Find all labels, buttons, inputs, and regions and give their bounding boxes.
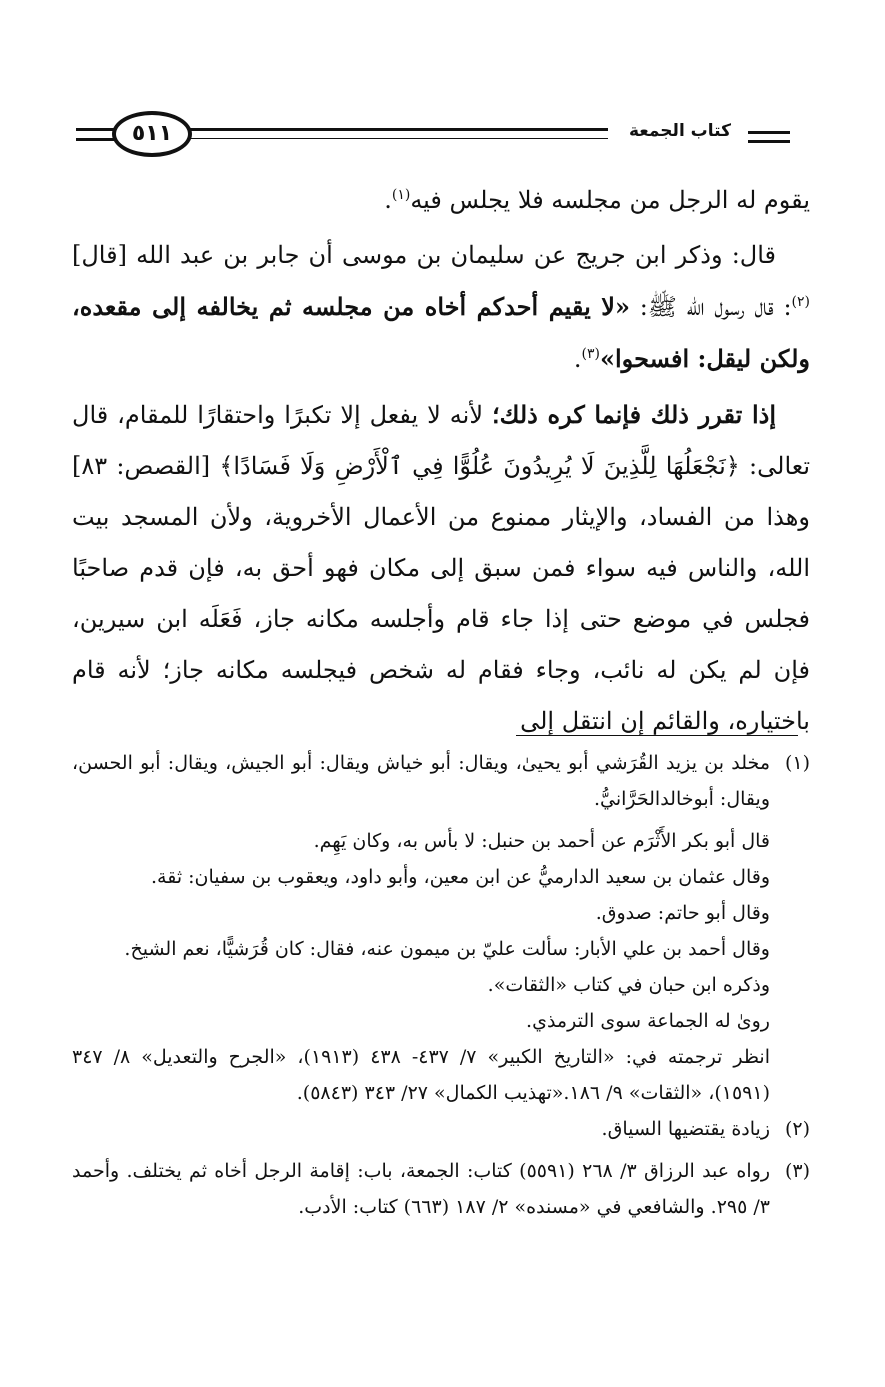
header-rule-middle-thin [190,138,608,139]
footnote-1-line: مخلد بن يزيد القُرَشي أبو يحيىٰ، ويقال: أبو خياش ويقال: أبو الجيش، ويقال: أبو الحسن، ويقال: أبوخالدالحَرَّانيُّ. [72,752,770,810]
footnote-ref-1: (١) [391,187,411,203]
footnote-2 [72,1111,810,1147]
footnote-1-line: وقال أبو حاتم: صدوق. [595,902,770,924]
paragraph-1-end: . [384,186,392,214]
paragraph-2-end: . [573,345,582,373]
footnote-1-body [72,745,770,1111]
footnote-1 [72,745,810,1111]
paragraph-3-text-b: [القصص: ٨٣] وهذا من الفساد، والإيثار ممنوع من الأعمال الأخروية، ولأن المسجد بيت الله، والناس فيه سواء فمن سبق إلى مكان فهو أحق به، فإن قدم صاحبًا فجلس في موضع حتى إذا جاء قام وأجلسه مكانه جاز، فَعَلَه ابن سيرين، فإن لم يكن له نائب، وجاء فقام له شخص فيجلسه مكانه جاز؛ لأنه قام باختياره، والقائم إن انتقل إلى [72,452,810,735]
footnote-1-line: قال أبو بكر الأَثْرَم عن أحمد بن حنبل: لا بأس به، وكان يَهِم. [313,830,770,852]
footnote-3 [72,1153,810,1225]
paragraph-3-lead: إذا تقرر ذلك فإنما كره ذلك؛ [491,400,776,429]
footnote-3-number: (٣) [784,1160,810,1182]
footnote-1-line: وذكره ابن حبان في كتاب «الثقات». [487,974,770,996]
footnote-2-number: (٢) [784,1118,810,1140]
footnote-2-body: زيادة يقتضيها السياق. [601,1118,770,1140]
footnote-3-body: رواه عبد الرزاق ٣/ ٢٦٨ (٥٥٩١) كتاب: الجمعة، باب: إقامة الرجل أخاه ثم يختلف. وأحمد ٣/ ٢٩٥. والشافعي في «مسنده» ٢/ ١٨٧ (٦٦٣) كتاب: الأدب. [72,1160,771,1218]
header-rule-right-top [748,131,790,134]
footnote-ref-2: (٢) [791,294,810,310]
footnote-separator [516,735,798,736]
paragraph-2-text-a: قال: وذكر ابن جريج عن سليمان بن موسى أن جابر بن عبد الله [قال] [72,241,776,269]
footnotes [72,745,810,1225]
footnote-1-number: (١) [784,752,810,774]
main-text [72,175,810,747]
paragraph-3 [72,389,810,747]
header-rule-left-bottom [76,138,114,141]
footnote-1-line: رویٰ له الجماعة سوى الترمذي. [526,1010,770,1032]
paragraph-2-text-b: : قال رسول الله ﷺ: [629,293,792,321]
page-number: ٥١١ [131,121,173,146]
header-rule-left-top [76,128,114,131]
footnote-1-line: وقال عثمان بن سعيد الدارميُّ عن ابن معين، وأبو داود، ويعقوب بن سفيان: ثقة. [150,866,770,888]
header-rule-right-bottom [748,140,790,143]
paragraph-1 [72,175,810,226]
header-rule-middle [190,128,608,131]
quran-verse: ﴿نَجْعَلُهَا لِلَّذِينَ لَا يُرِيدُونَ عُلُوًّا فِي ٱلْأَرْضِ وَلَا فَسَادًا﴾ [219,452,740,480]
footnote-ref-3: (٣) [581,346,601,362]
footnote-1-line: انظر ترجمته في: «التاريخ الكبير» ٧/ ٤٣٧- ٤٣٨ (١٩١٣)، «الجرح والتعديل» ٨/ ٣٤٧ (١٥٩١)، «الثقات» ٩/ ١٨٦.«تهذيب الكمال» ٢٧/ ٣٤٣ (٥٨٤٣). [72,1046,770,1104]
paragraph-1-text: يقوم له الرجل من مجلسه فلا يجلس فيه [410,186,810,214]
hadith-quote: «لا يقيم أحدكم أخاه من مجلسه ثم يخالفه إلى مقعده، ولكن ليقل: افسحوا» [72,292,810,373]
page-number-badge [112,111,192,157]
running-title: كتاب الجمعة [629,121,731,141]
paragraph-3-text-a: لأنه لا يفعل إلا تكبرًا واحتقارًا للمقام، قال تعالى: [72,401,811,480]
footnote-1-line: وقال أحمد بن علي الأبار: سألت عليّ بن ميمون عنه، فقال: كان قُرَشيًّا، نعم الشيخ. [124,938,770,960]
paragraph-2 [72,230,810,385]
